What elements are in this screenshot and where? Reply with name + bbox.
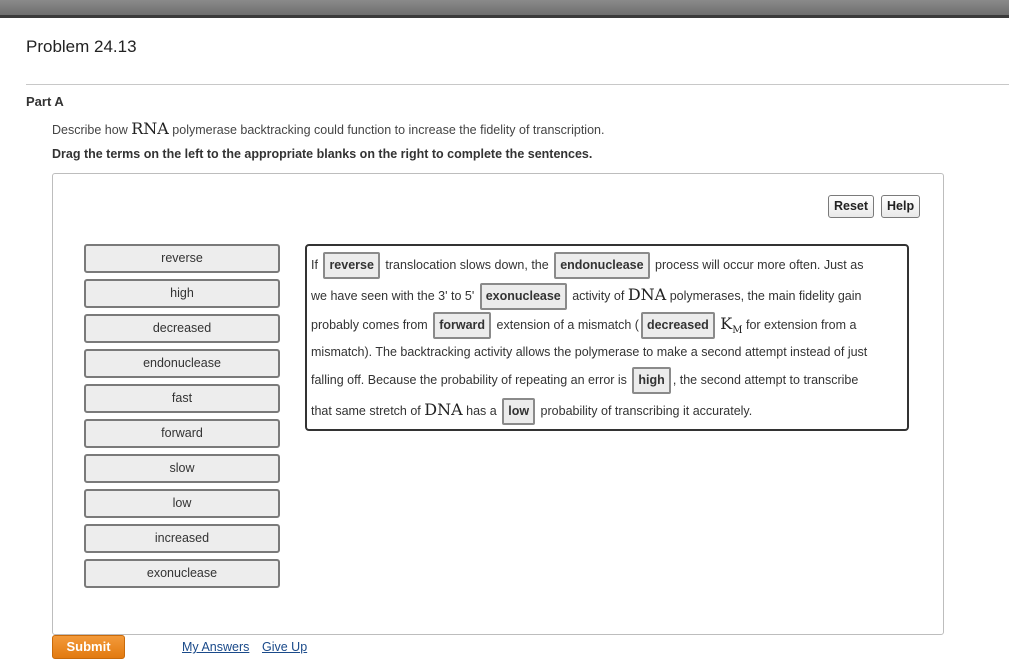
problem-title: Problem 24.13 bbox=[26, 37, 137, 56]
my-answers-link[interactable]: My Answers bbox=[182, 640, 250, 654]
passage-text: translocation slows down, the bbox=[385, 258, 549, 272]
help-button[interactable]: Help bbox=[881, 195, 920, 218]
term-increased[interactable]: increased bbox=[84, 524, 280, 553]
math-k: K bbox=[720, 314, 733, 333]
term-reverse[interactable]: reverse bbox=[84, 244, 280, 273]
passage-text: polymerases, the main fidelity gain bbox=[669, 289, 862, 303]
passage-text: probability of transcribing it accurately. bbox=[540, 404, 753, 418]
sentence-passage bbox=[305, 244, 909, 431]
math-m-subscript: M bbox=[732, 325, 743, 337]
passage-text: process will occur more often. Just as bbox=[655, 258, 864, 272]
passage-text: If bbox=[311, 258, 318, 272]
passage-line-6 bbox=[311, 395, 901, 424]
passage-text: activity of bbox=[572, 289, 625, 303]
reset-button[interactable]: Reset bbox=[828, 195, 874, 218]
blank-4-filled[interactable]: forward bbox=[433, 312, 491, 339]
term-bank bbox=[84, 244, 280, 594]
passage-text: falling off. Because the probability of repeating an error is bbox=[311, 373, 627, 387]
blank-1-filled[interactable]: reverse bbox=[323, 252, 380, 279]
passage-line-4 bbox=[311, 338, 901, 366]
passage-text: for extension from a bbox=[745, 318, 857, 332]
passage-line-3 bbox=[311, 309, 901, 338]
passage-text: that same stretch of bbox=[311, 404, 421, 418]
passage-line-2 bbox=[311, 280, 901, 309]
passage-text: probably comes from bbox=[311, 318, 428, 332]
term-forward[interactable]: forward bbox=[84, 419, 280, 448]
instruction-text: Drag the terms on the left to the appropriate blanks on the right to complete the sentences. bbox=[52, 147, 593, 161]
term-low[interactable]: low bbox=[84, 489, 280, 518]
top-bar bbox=[0, 0, 1009, 18]
question-after: polymerase backtracking could function to increase the fidelity of transcription. bbox=[168, 123, 605, 137]
passage-text: mismatch). The backtracking activity allows the polymerase to make a second attempt instead of just bbox=[311, 345, 868, 359]
submit-button[interactable]: Submit bbox=[52, 635, 125, 659]
passage-text: extension of a mismatch ( bbox=[496, 318, 639, 332]
passage-text: has a bbox=[466, 404, 497, 418]
question-term-rna: RNA bbox=[131, 119, 169, 138]
term-decreased[interactable]: decreased bbox=[84, 314, 280, 343]
question-text bbox=[52, 119, 604, 138]
question-before: Describe how bbox=[52, 123, 132, 137]
term-fast[interactable]: fast bbox=[84, 384, 280, 413]
passage-line-5 bbox=[311, 366, 901, 395]
blank-7-filled[interactable]: low bbox=[502, 398, 535, 425]
term-exonuclease[interactable]: exonuclease bbox=[84, 559, 280, 588]
term-slow[interactable]: slow bbox=[84, 454, 280, 483]
term-endonuclease[interactable]: endonuclease bbox=[84, 349, 280, 378]
blank-2-filled[interactable]: endonuclease bbox=[554, 252, 649, 279]
math-dna: DNA bbox=[424, 400, 463, 419]
blank-3-filled[interactable]: exonuclease bbox=[480, 283, 567, 310]
give-up-link[interactable]: Give Up bbox=[262, 640, 308, 654]
math-km bbox=[720, 314, 743, 337]
blank-5-filled[interactable]: decreased bbox=[641, 312, 715, 339]
math-dna: DNA bbox=[627, 285, 667, 304]
part-label: Part A bbox=[26, 94, 64, 109]
passage-text: we have seen with the 3' to 5' bbox=[311, 289, 475, 303]
blank-6-filled[interactable]: high bbox=[632, 367, 670, 394]
drag-drop-workspace bbox=[52, 173, 944, 635]
passage-line-1 bbox=[311, 251, 901, 280]
term-high[interactable]: high bbox=[84, 279, 280, 308]
title-divider bbox=[26, 84, 1009, 85]
passage-text: , the second attempt to transcribe bbox=[672, 373, 859, 387]
